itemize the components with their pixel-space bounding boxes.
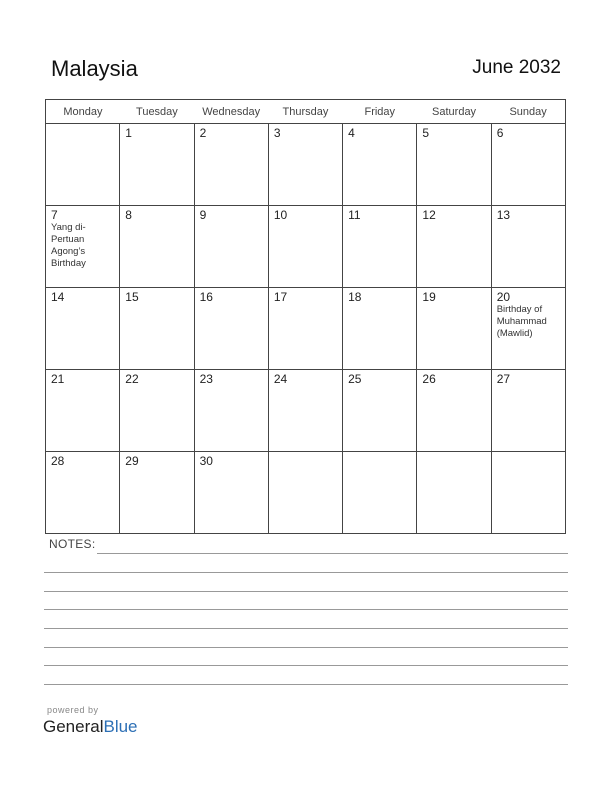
day-number: 9 — [199, 208, 207, 222]
note-line — [44, 684, 568, 685]
day-cell — [46, 124, 120, 206]
day-cell — [343, 452, 417, 534]
note-line — [44, 665, 568, 666]
holiday-label: Yang di-Pertuan Agong’s Birthday — [51, 222, 86, 269]
weekday-header: Monday — [46, 100, 120, 124]
weekday-header: Wednesday — [194, 100, 268, 124]
day-cell — [491, 206, 565, 288]
day-number: 28 — [51, 454, 65, 468]
month-year-title: June 2032 — [472, 57, 561, 78]
day-number: 21 — [51, 372, 65, 386]
day-cell — [194, 288, 268, 370]
note-line — [44, 647, 568, 648]
day-cell — [417, 452, 491, 534]
day-number: 29 — [125, 454, 139, 468]
weekday-header: Sunday — [491, 100, 565, 124]
day-number: 26 — [422, 372, 436, 386]
day-cell — [268, 452, 342, 534]
day-cell — [343, 206, 417, 288]
weekday-header: Saturday — [417, 100, 491, 124]
day-cell — [46, 288, 120, 370]
note-line — [44, 591, 568, 592]
day-cell — [417, 370, 491, 452]
day-number: 5 — [422, 126, 430, 140]
day-cell — [343, 124, 417, 206]
day-cell — [417, 288, 491, 370]
day-cell — [120, 370, 194, 452]
day-cell — [46, 452, 120, 534]
day-number: 2 — [199, 126, 207, 140]
day-cell — [491, 288, 565, 370]
holiday-label: Birthday of Muhammad (Mawlid) — [496, 304, 547, 339]
day-cell — [194, 370, 268, 452]
powered-by-text: powered by — [47, 705, 99, 715]
day-cell — [417, 206, 491, 288]
day-cell — [491, 452, 565, 534]
day-number: 22 — [125, 372, 139, 386]
weekday-header-row — [46, 100, 566, 124]
weekday-header: Tuesday — [120, 100, 194, 124]
day-number: 24 — [273, 372, 288, 386]
day-number: 19 — [422, 290, 436, 304]
day-cell — [268, 206, 342, 288]
day-number: 15 — [125, 290, 139, 304]
week-row — [46, 206, 566, 288]
day-number: 8 — [125, 208, 132, 222]
note-line — [44, 628, 568, 629]
day-number: 13 — [496, 208, 511, 222]
brand-name-first: General — [43, 717, 104, 736]
day-cell — [120, 124, 194, 206]
day-cell — [120, 288, 194, 370]
calendar-grid — [45, 99, 566, 534]
note-line — [44, 609, 568, 610]
day-cell — [194, 206, 268, 288]
day-cell — [491, 370, 565, 452]
day-cell — [343, 370, 417, 452]
day-number: 20 — [496, 290, 511, 304]
day-cell — [194, 124, 268, 206]
day-number: 18 — [348, 290, 362, 304]
day-number: 7 — [51, 208, 58, 222]
day-number: 11 — [348, 208, 361, 222]
day-cell — [120, 452, 194, 534]
week-row — [46, 124, 566, 206]
day-number: 3 — [273, 126, 281, 140]
weekday-header: Friday — [343, 100, 417, 124]
day-cell — [120, 206, 194, 288]
country-title: Malaysia — [51, 56, 138, 81]
day-number: 4 — [348, 126, 355, 140]
day-number: 10 — [273, 208, 288, 222]
day-number: 6 — [496, 126, 504, 140]
brand-logo — [43, 717, 138, 737]
day-cell — [194, 452, 268, 534]
day-number: 27 — [496, 372, 511, 386]
day-number: 17 — [273, 290, 288, 304]
day-number: 23 — [199, 372, 213, 386]
day-number: 25 — [348, 372, 362, 386]
day-cell — [491, 124, 565, 206]
note-line — [97, 553, 568, 554]
week-row — [46, 288, 566, 370]
week-row — [46, 452, 566, 534]
day-cell — [268, 124, 342, 206]
day-cell — [46, 206, 120, 288]
day-number: 16 — [199, 290, 213, 304]
day-number: 14 — [51, 290, 65, 304]
note-line — [44, 572, 568, 573]
weekday-header: Thursday — [268, 100, 342, 124]
week-row — [46, 370, 566, 452]
brand-name-second: Blue — [103, 717, 138, 736]
day-number: 12 — [422, 208, 436, 222]
day-cell — [417, 124, 491, 206]
day-cell — [268, 370, 342, 452]
day-cell — [268, 288, 342, 370]
day-cell — [343, 288, 417, 370]
notes-label: NOTES: — [49, 537, 96, 551]
day-number: 1 — [125, 126, 132, 140]
day-number: 30 — [199, 454, 213, 468]
day-cell — [46, 370, 120, 452]
